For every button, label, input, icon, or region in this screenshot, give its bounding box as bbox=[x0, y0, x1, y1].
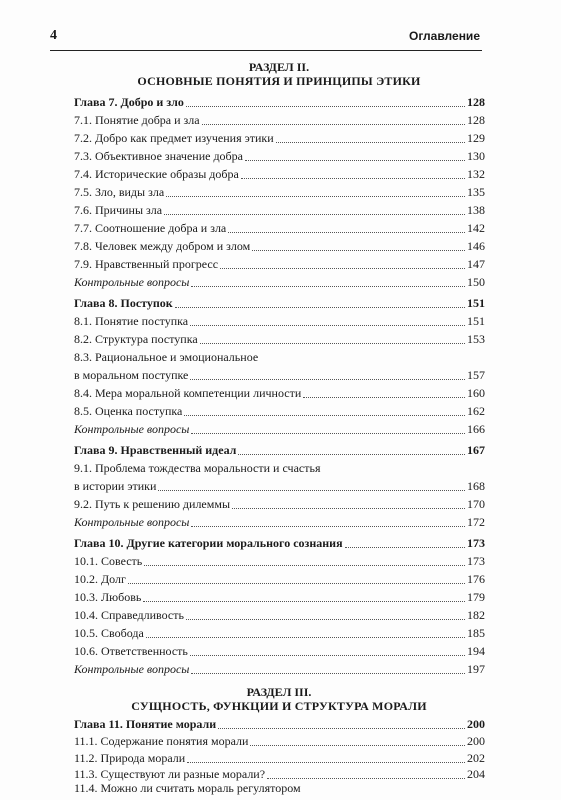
toc-item[interactable] bbox=[74, 366, 485, 384]
item-title: Контрольные вопросы bbox=[74, 515, 190, 529]
leader-dots bbox=[164, 200, 465, 215]
item-title: 7.7. Соотношение добра и зла bbox=[74, 221, 227, 235]
toc-item[interactable] bbox=[74, 552, 485, 570]
leader-dots bbox=[218, 714, 465, 729]
page-ref: 150 bbox=[467, 275, 485, 289]
toc-item[interactable] bbox=[74, 606, 485, 624]
page-ref: 202 bbox=[467, 751, 485, 765]
leader-dots bbox=[200, 329, 465, 344]
leader-dots bbox=[220, 254, 465, 269]
page-ref: 128 bbox=[467, 113, 485, 127]
toc-item-review-questions[interactable] bbox=[74, 513, 485, 531]
page-ref: 151 bbox=[467, 314, 485, 328]
item-title: 9.2. Путь к решению дилеммы bbox=[74, 497, 231, 511]
leader-dots bbox=[158, 476, 465, 491]
toc-item-line-1[interactable]: 11.4. Можно ли считать мораль регулятором bbox=[74, 781, 301, 795]
toc-item[interactable] bbox=[74, 624, 485, 642]
chapter-title: Глава 11. Понятие морали bbox=[74, 717, 217, 731]
leader-dots bbox=[345, 533, 465, 548]
leader-dots bbox=[191, 512, 465, 527]
toc-item-line-1[interactable]: 9.1. Проблема тождества моральности и счастья bbox=[74, 461, 321, 475]
toc-item[interactable] bbox=[74, 570, 485, 588]
toc-item[interactable] bbox=[74, 111, 485, 129]
page-ref: 167 bbox=[467, 443, 485, 457]
page-ref: 166 bbox=[467, 422, 485, 436]
leader-dots bbox=[190, 365, 465, 380]
header-rule bbox=[50, 50, 482, 51]
toc-item[interactable] bbox=[74, 147, 485, 165]
page-ref: 153 bbox=[467, 332, 485, 346]
item-title: 7.3. Объективное значение добра bbox=[74, 149, 243, 163]
leader-dots bbox=[202, 110, 465, 125]
toc-item[interactable] bbox=[74, 477, 485, 495]
section-3-label: РАЗДЕЛ III. bbox=[246, 685, 312, 699]
leader-dots bbox=[175, 293, 465, 308]
page-ref: 176 bbox=[467, 572, 485, 586]
toc-item[interactable] bbox=[74, 330, 485, 348]
toc-item[interactable] bbox=[74, 312, 485, 330]
page-ref: 130 bbox=[467, 149, 485, 163]
section-3-heading bbox=[74, 685, 484, 713]
item-title: Контрольные вопросы bbox=[74, 662, 190, 676]
chapter-title: Глава 7. Добро и зло bbox=[74, 95, 184, 109]
toc-item[interactable] bbox=[74, 642, 485, 660]
page-ref: 160 bbox=[467, 386, 485, 400]
chapter-title: Глава 10. Другие категории морального сознания bbox=[74, 536, 343, 550]
item-title: 7.5. Зло, виды зла bbox=[74, 185, 165, 199]
page-number: 4 bbox=[50, 28, 57, 43]
leader-dots bbox=[143, 587, 465, 602]
toc-chapter-7[interactable] bbox=[74, 93, 485, 111]
leader-dots bbox=[252, 236, 465, 251]
toc-item-review-questions[interactable] bbox=[74, 273, 485, 291]
item-title: 11.3. Существуют ли разные морали? bbox=[74, 767, 266, 781]
item-title: 10.2. Долг bbox=[74, 572, 126, 586]
leader-dots bbox=[187, 748, 465, 763]
item-title: 11.1. Содержание понятия морали bbox=[74, 734, 249, 748]
item-title: 10.5. Свобода bbox=[74, 626, 144, 640]
item-title: Контрольные вопросы bbox=[74, 422, 190, 436]
item-title: 11.2. Природа морали bbox=[74, 751, 186, 765]
item-title: 8.1. Понятие поступка bbox=[74, 314, 189, 328]
toc-item[interactable] bbox=[74, 129, 485, 147]
page-ref: 168 bbox=[467, 479, 485, 493]
leader-dots bbox=[191, 659, 465, 674]
toc-item[interactable] bbox=[74, 495, 485, 513]
toc-item[interactable] bbox=[74, 201, 485, 219]
running-title: Оглавление bbox=[409, 29, 480, 43]
leader-dots bbox=[191, 272, 465, 287]
leader-dots bbox=[250, 731, 465, 746]
running-header bbox=[50, 28, 480, 48]
item-title: 7.8. Человек между добром и злом bbox=[74, 239, 251, 253]
toc-item[interactable] bbox=[74, 588, 485, 606]
leader-dots bbox=[144, 551, 465, 566]
toc-chapter-10[interactable] bbox=[74, 534, 485, 552]
page-ref: 151 bbox=[467, 296, 485, 310]
section-2-heading bbox=[74, 60, 484, 88]
item-title: 10.6. Ответственность bbox=[74, 644, 188, 658]
leader-dots bbox=[190, 311, 465, 326]
page-ref: 146 bbox=[467, 239, 485, 253]
chapter-title: Глава 8. Поступок bbox=[74, 296, 173, 310]
toc-item[interactable] bbox=[74, 219, 485, 237]
item-title: 8.2. Структура поступка bbox=[74, 332, 198, 346]
leader-dots bbox=[232, 494, 465, 509]
toc-item[interactable] bbox=[74, 237, 485, 255]
leader-dots bbox=[238, 440, 465, 455]
leader-dots bbox=[128, 569, 465, 584]
toc-item[interactable] bbox=[74, 402, 485, 420]
leader-dots bbox=[267, 764, 465, 779]
leader-dots bbox=[146, 623, 465, 638]
leader-dots bbox=[241, 164, 465, 179]
item-title: 8.4. Мера моральной компетенции личности bbox=[74, 386, 302, 400]
section-3-title: СУЩНОСТЬ, ФУНКЦИИ И СТРУКТУРА МОРАЛИ bbox=[131, 699, 427, 713]
page-ref: 135 bbox=[467, 185, 485, 199]
page-ref: 162 bbox=[467, 404, 485, 418]
page-ref: 157 bbox=[467, 368, 485, 382]
page-ref: 173 bbox=[467, 536, 485, 550]
leader-dots bbox=[303, 383, 465, 398]
toc-chapter-9[interactable] bbox=[74, 441, 485, 459]
leader-dots bbox=[166, 182, 465, 197]
item-title: 7.1. Понятие добра и зла bbox=[74, 113, 200, 127]
toc-item-review-questions[interactable] bbox=[74, 660, 485, 678]
toc-item[interactable] bbox=[74, 165, 485, 183]
toc-item[interactable] bbox=[74, 384, 485, 402]
section-2-label: РАЗДЕЛ II. bbox=[248, 60, 310, 74]
item-title: 7.4. Исторические образы добра bbox=[74, 167, 239, 181]
toc-chapter-8[interactable] bbox=[74, 294, 485, 312]
item-title: 10.4. Справедливость bbox=[74, 608, 184, 622]
page-ref: 132 bbox=[467, 167, 485, 181]
item-title: 7.9. Нравственный прогресс bbox=[74, 257, 219, 271]
item-title: 10.3. Любовь bbox=[74, 590, 142, 604]
leader-dots bbox=[276, 128, 465, 143]
page-ref: 147 bbox=[467, 257, 485, 271]
page-ref: 170 bbox=[467, 497, 485, 511]
page-ref: 194 bbox=[467, 644, 485, 658]
page-ref: 179 bbox=[467, 590, 485, 604]
page-ref: 197 bbox=[467, 662, 485, 676]
section-2-title: ОСНОВНЫЕ ПОНЯТИЯ И ПРИНЦИПЫ ЭТИКИ bbox=[137, 74, 421, 88]
page-ref: 138 bbox=[467, 203, 485, 217]
toc-item-line-1[interactable]: 8.3. Рациональное и эмоциональное bbox=[74, 350, 259, 364]
chapter-title: Глава 9. Нравственный идеал bbox=[74, 443, 237, 457]
leader-dots bbox=[245, 146, 465, 161]
item-title: 7.6. Причины зла bbox=[74, 203, 163, 217]
item-title: в моральном поступке bbox=[74, 368, 189, 382]
page-ref: 128 bbox=[467, 95, 485, 109]
toc-item-review-questions[interactable] bbox=[74, 420, 485, 438]
item-title: 7.2. Добро как предмет изучения этики bbox=[74, 131, 274, 145]
leader-dots bbox=[228, 218, 465, 233]
item-title: 8.5. Оценка поступка bbox=[74, 404, 183, 418]
item-title: в истории этики bbox=[74, 479, 157, 493]
leader-dots bbox=[186, 92, 465, 107]
page-ref: 200 bbox=[467, 717, 485, 731]
toc-item[interactable] bbox=[74, 255, 485, 273]
toc-item[interactable] bbox=[74, 183, 485, 201]
page-ref: 182 bbox=[467, 608, 485, 622]
leader-dots bbox=[190, 641, 465, 656]
leader-dots bbox=[186, 605, 465, 620]
page-ref: 185 bbox=[467, 626, 485, 640]
page-ref: 142 bbox=[467, 221, 485, 235]
leader-dots bbox=[191, 419, 465, 434]
page-ref: 204 bbox=[467, 767, 485, 781]
page-ref: 173 bbox=[467, 554, 485, 568]
page-ref: 200 bbox=[467, 734, 485, 748]
page-ref: 129 bbox=[467, 131, 485, 145]
item-title: 10.1. Совесть bbox=[74, 554, 143, 568]
leader-dots bbox=[184, 401, 465, 416]
item-title: Контрольные вопросы bbox=[74, 275, 190, 289]
page-ref: 172 bbox=[467, 515, 485, 529]
